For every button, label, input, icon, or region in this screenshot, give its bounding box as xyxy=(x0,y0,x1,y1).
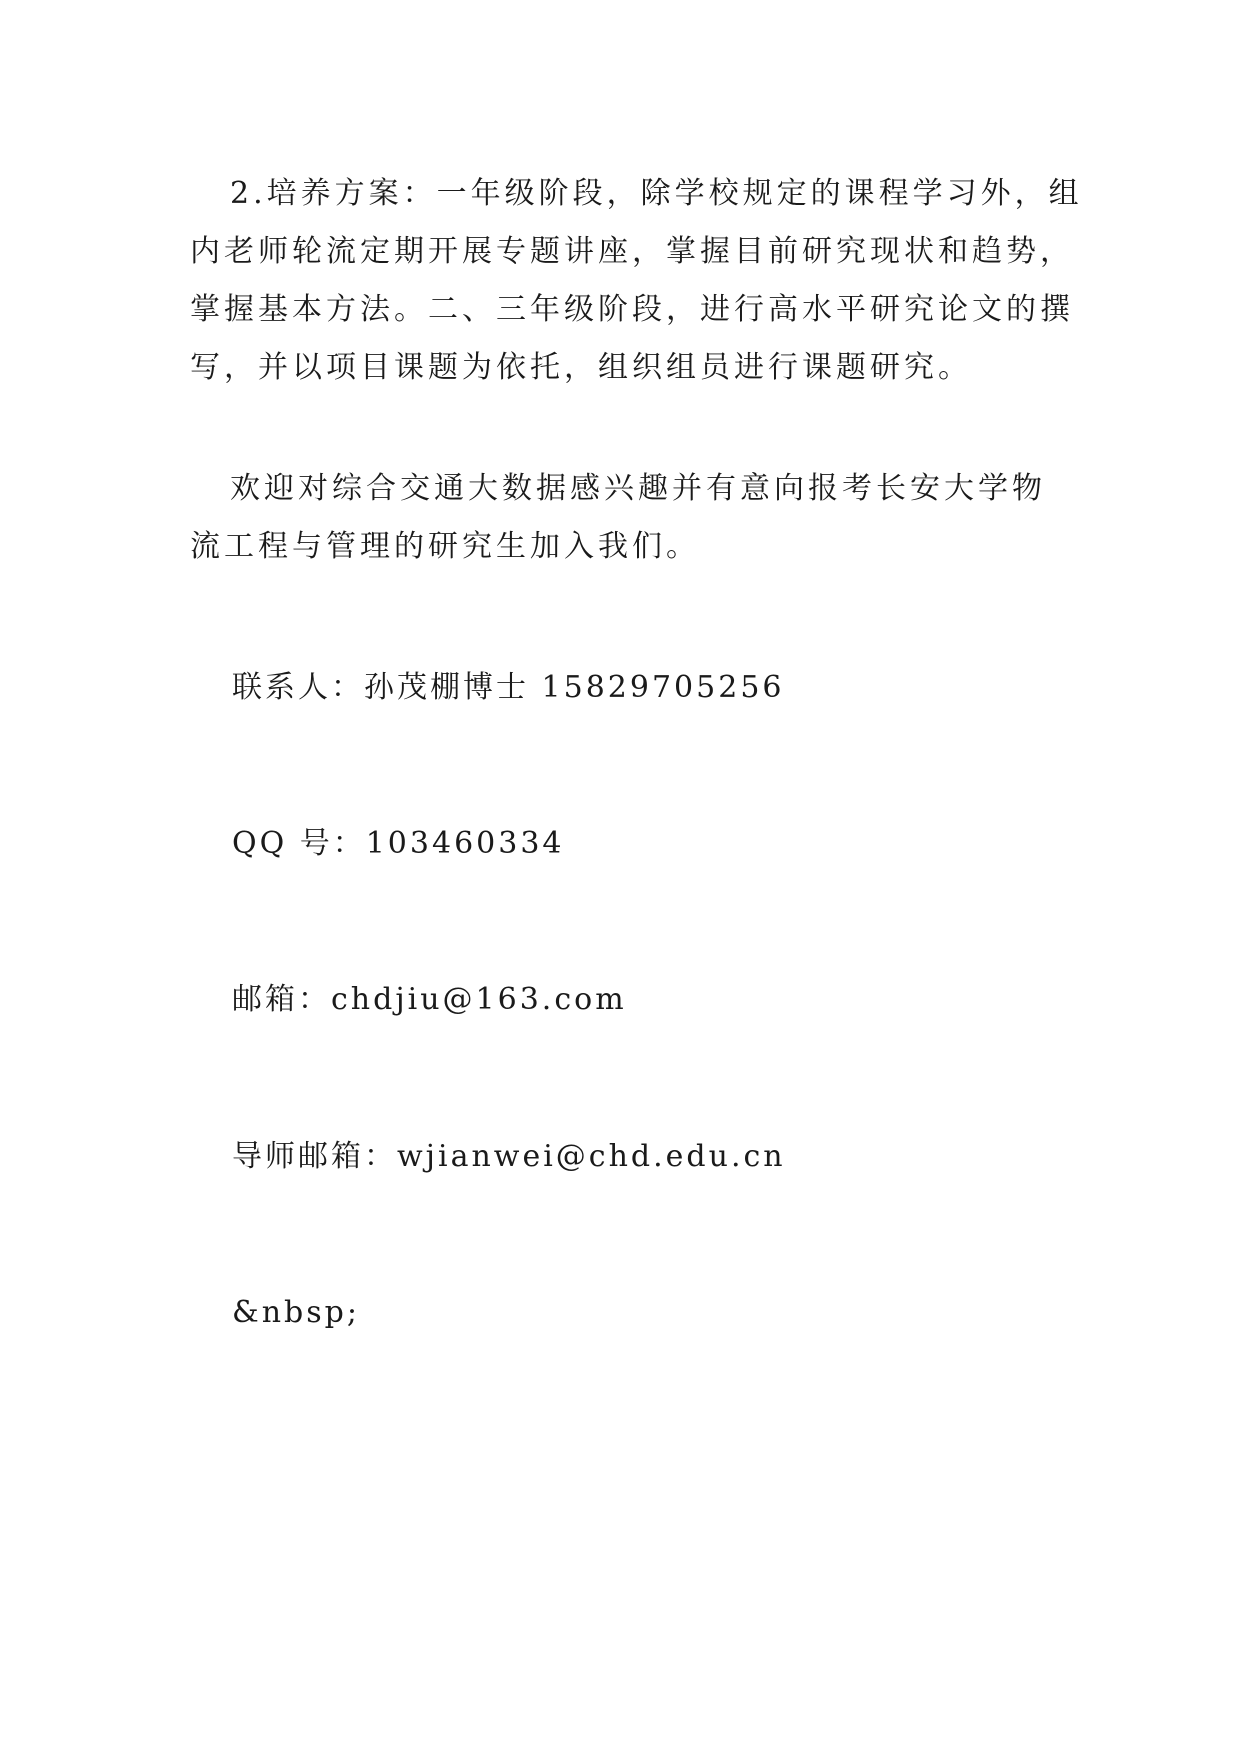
trailing-text: &nbsp; xyxy=(232,1295,360,1330)
advisor-email: 导师邮箱：wjianwei@chd.edu.cn xyxy=(232,1139,786,1174)
paragraph-line: 掌握基本方法。二、三年级阶段，进行高水平研究论文的撰 xyxy=(190,292,1074,327)
qq-number: QQ 号：103460334 xyxy=(232,826,565,861)
paragraph-line: 2.培养方案：一年级阶段，除学校规定的课程学习外，组 xyxy=(230,176,1083,211)
contact-email: 邮箱：chdjiu@163.com xyxy=(232,982,627,1017)
paragraph-line: 内老师轮流定期开展专题讲座，掌握目前研究现状和趋势， xyxy=(190,234,1074,269)
training-plan-paragraph xyxy=(190,165,1083,397)
contact-person: 联系人：孙茂棚博士 15829705256 xyxy=(232,670,785,705)
welcome-paragraph xyxy=(190,460,1070,576)
paragraph-line: 欢迎对综合交通大数据感兴趣并有意向报考长安大学物 xyxy=(230,471,1046,506)
paragraph-line: 写，并以项目课题为依托，组织组员进行课题研究。 xyxy=(190,350,972,385)
paragraph-line: 流工程与管理的研究生加入我们。 xyxy=(190,529,700,564)
